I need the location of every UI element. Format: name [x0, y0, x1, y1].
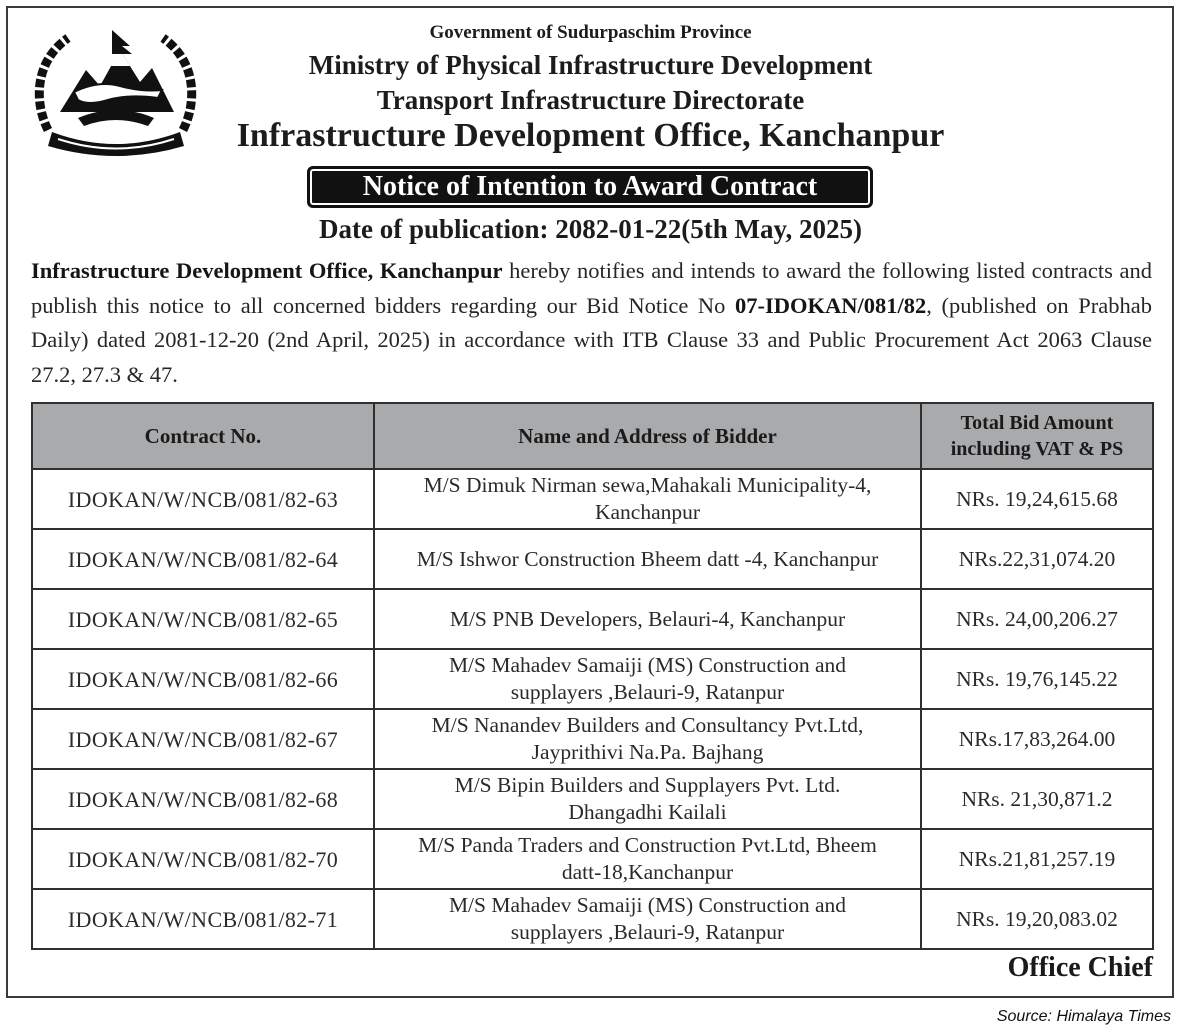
table-row [32, 829, 1153, 889]
contract-number: IDOKAN/W/NCB/081/82-65 [32, 589, 374, 649]
office-name: Infrastructure Development Office, Kanchanpur [236, 117, 945, 154]
intro-paragraph [31, 254, 1152, 392]
contract-number: IDOKAN/W/NCB/081/82-71 [32, 889, 374, 949]
signature-office-chief: Office Chief [1007, 952, 1153, 983]
bidder-cell [374, 469, 921, 529]
bid-amount: NRs. 19,24,615.68 [921, 469, 1153, 529]
source-credit: Source: Himalaya Times [996, 1008, 1171, 1025]
bidder-cell [374, 589, 921, 649]
contract-number: IDOKAN/W/NCB/081/82-64 [32, 529, 374, 589]
contract-number: IDOKAN/W/NCB/081/82-63 [32, 469, 374, 529]
header-contract-no: Contract No. [32, 403, 374, 469]
contract-table [31, 402, 1154, 950]
bidder-cell [374, 829, 921, 889]
contract-number: IDOKAN/W/NCB/081/82-70 [32, 829, 374, 889]
bidder-line2: Kanchanpur [594, 500, 701, 524]
ministry-name: Ministry of Physical Infrastructure Development [308, 50, 873, 80]
bidder-line1: M/S Bipin Builders and Supplayers Pvt. Ltd. [454, 773, 841, 797]
bid-amount: NRs.21,81,257.19 [921, 829, 1153, 889]
bidder-cell [374, 889, 921, 949]
table-row [32, 529, 1153, 589]
header-amount-line2: including VAT & PS [950, 438, 1124, 460]
bidder-line2: Dhangadhi Kailali [568, 800, 727, 824]
bid-amount: NRs.22,31,074.20 [921, 529, 1153, 589]
bid-notice-number: 07-IDOKAN/081/82 [735, 292, 927, 318]
table-row [32, 649, 1153, 709]
bidder-line2: Jayprithivi Na.Pa. Bajhang [531, 740, 764, 764]
bidder-line1: M/S Mahadev Samaiji (MS) Construction and [448, 653, 847, 677]
bidder-line1: M/S Dimuk Nirman sewa,Mahakali Municipality-4, [423, 473, 872, 497]
contract-number: IDOKAN/W/NCB/081/82-68 [32, 769, 374, 829]
header-amount [921, 403, 1153, 469]
bidder-cell [374, 649, 921, 709]
bidder-cell [374, 529, 921, 589]
intro-office-name: Infrastructure Development Office, Kanchanpur [31, 258, 503, 283]
bidder-line1: M/S Mahadev Samaiji (MS) Construction and [448, 893, 847, 917]
bidder-line1: M/S Ishwor Construction Bheem datt -4, Kanchanpur [416, 546, 879, 571]
bidder-line2: supplayers ,Belauri-9, Ratanpur [510, 680, 785, 704]
bidder-line2: supplayers ,Belauri-9, Ratanpur [510, 920, 785, 944]
contract-number: IDOKAN/W/NCB/081/82-66 [32, 649, 374, 709]
bidder-line1: M/S Panda Traders and Construction Pvt.Ltd, Bheem [418, 833, 877, 857]
contract-number: IDOKAN/W/NCB/081/82-67 [32, 709, 374, 769]
table-row [32, 769, 1153, 829]
table-row [32, 709, 1153, 769]
table-row [32, 589, 1153, 649]
table-row [32, 469, 1153, 529]
government-name: Government of Sudurpaschim Province [429, 22, 752, 43]
header-amount-line1: Total Bid Amount [960, 412, 1114, 434]
publication-date: Date of publication: 2082-01-22(5th May, 2025) [319, 214, 862, 244]
bid-amount: NRs.17,83,264.00 [921, 709, 1153, 769]
table-row [32, 889, 1153, 949]
bid-amount: NRs. 24,00,206.27 [921, 589, 1153, 649]
bid-amount: NRs. 19,76,145.22 [921, 649, 1153, 709]
bid-amount: NRs. 19,20,083.02 [921, 889, 1153, 949]
bidder-cell [374, 709, 921, 769]
bid-amount: NRs. 21,30,871.2 [921, 769, 1153, 829]
bidder-line1: M/S Nanandev Builders and Consultancy Pvt.Ltd, [431, 713, 864, 737]
intro-text-part2: , (published on Prabhab Daily) dated 2081-12-20 (2nd April, 2025) in accordance with ITB Clause 33 and Public Procurement Act 2063 Clause 27.2, 27.3 & 47. [31, 292, 1153, 387]
bidder-line1: M/S PNB Developers, Belauri-4, Kanchanpur [449, 606, 846, 631]
notice-title: Notice of Intention to Award Contract [307, 166, 873, 208]
bidder-cell [374, 769, 921, 829]
intro-text-part1: hereby notifies and intends to award the following listed contracts and publish this notice to all concerned bidders regarding our Bid Notice No [31, 258, 1152, 318]
table-header-row [32, 403, 1153, 469]
directorate-name: Transport Infrastructure Directorate [376, 85, 805, 115]
header-bidder: Name and Address of Bidder [374, 403, 921, 469]
bidder-line2: datt-18,Kanchanpur [561, 860, 734, 884]
